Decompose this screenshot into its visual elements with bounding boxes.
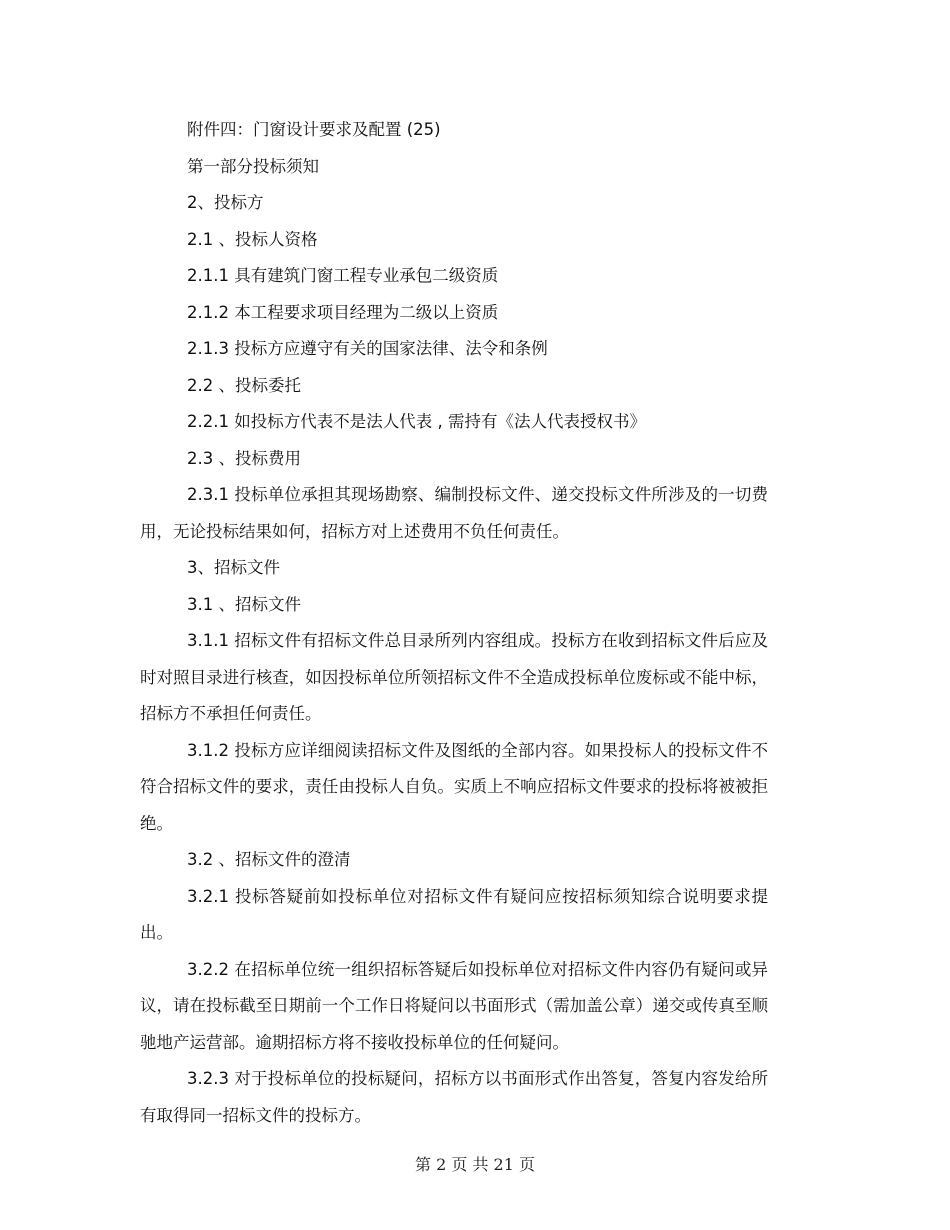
part-heading: 第一部分投标须知 <box>187 156 319 176</box>
clause-3-2-1: 3.2.1 投标答疑前如投标单位对招标文件有疑问应按招标须知综合说明要求提出。 <box>140 886 768 942</box>
section-heading-2: 2、投标方 <box>187 193 264 212</box>
clause-2-1-1: 2.1.1 具有建筑门窗工程专业承包二级资质 <box>187 266 499 285</box>
clause-2-1-2: 2.1.2 本工程要求项目经理为二级以上资质 <box>187 302 499 322</box>
subsection-heading-2-2: 2.2 、投标委托 <box>187 375 301 395</box>
clause-2-1-3: 2.1.3 投标方应遵守有关的国家法律、法令和条例 <box>187 339 548 358</box>
subsection-heading-3-2: 3.2 、招标文件的澄清 <box>187 850 351 869</box>
subsection-heading-2-1: 2.1 、投标人资格 <box>187 229 318 249</box>
section-heading-3: 3、招标文件 <box>187 558 280 577</box>
clause-3-2-2: 3.2.2 在招标单位统一组织招标答疑后如投标单位对招标文件内容仍有疑问或异议，请在投标截至日期前一个工作日将疑问以书面形式（需加盖公章）递交或传真至顺驰地产运营部。逾期招标方将不接收投标单位的任何疑问。 <box>140 959 768 1052</box>
clause-3-2-3: 3.2.3 对于投标单位的投标疑问，招标方以书面形式作出答复，答复内容发给所有取得同一招标文件的投标方。 <box>140 1069 768 1125</box>
subsection-heading-2-3: 2.3 、投标费用 <box>187 448 301 468</box>
clause-3-1-2: 3.1.2 投标方应详细阅读招标文件及图纸的全部内容。如果投标人的投标文件不符合招标文件的要求，责任由投标人自负。实质上不响应招标文件要求的投标将被被拒绝。 <box>140 740 768 833</box>
appendix-line: 附件四：门窗设计要求及配置 (25) <box>187 120 441 139</box>
document-body <box>140 112 768 1134</box>
page-footer: 第 2 页 共 21 页 <box>415 1155 535 1174</box>
clause-2-2-1: 2.2.1 如投标方代表不是法人代表 , 需持有《法人代表授权书》 <box>187 412 646 431</box>
clause-2-3-1: 2.3.1 投标单位承担其现场勘察、编制投标文件、递交投标文件所涉及的一切费用，无论投标结果如何，招标方对上述费用不负任何责任。 <box>140 485 768 541</box>
clause-3-1-1: 3.1.1 招标文件有招标文件总目录所列内容组成。投标方在收到招标文件后应及时对照目录进行核查，如因投标单位所领招标文件不全造成投标单位废标或不能中标，招标方不承担任何责任。 <box>140 631 768 723</box>
subsection-heading-3-1: 3.1 、招标文件 <box>187 594 301 614</box>
